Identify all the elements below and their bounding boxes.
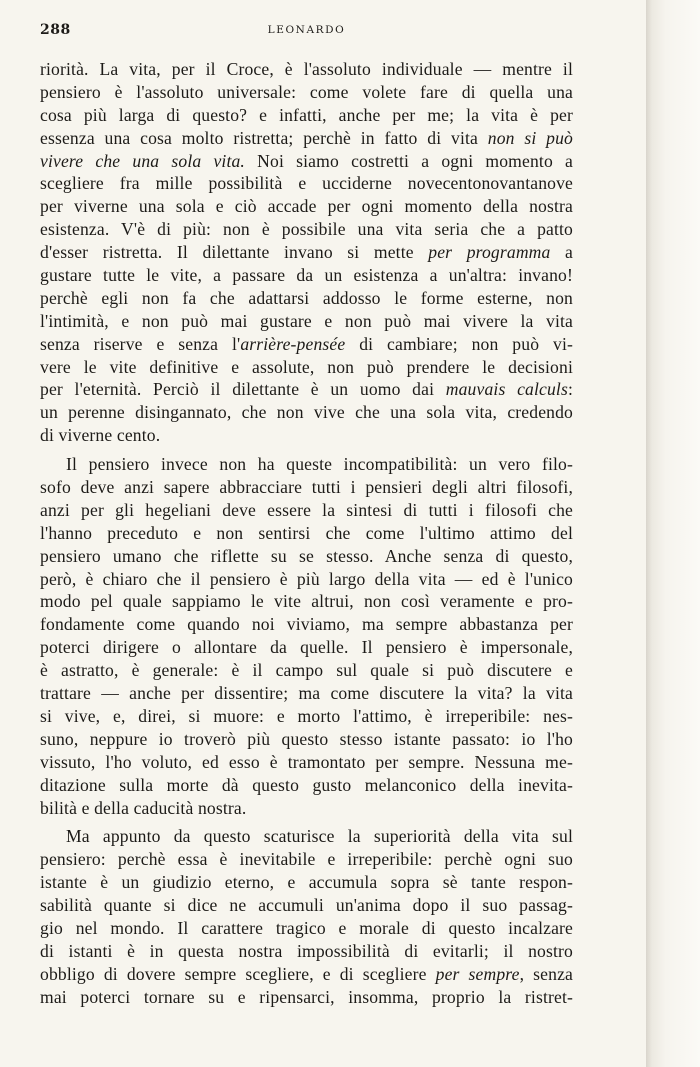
- text-line: [40, 545, 573, 568]
- text-run: sabilità quante si dice ne accumuli un'anima dopo il suo passag-: [40, 895, 573, 916]
- italic-run: arrière-pensée: [240, 333, 346, 354]
- text-line: [40, 499, 573, 522]
- text-run: per l'eternità. Perciò il dilettante è un uomo dai: [40, 379, 446, 400]
- italic-run: per sempre: [435, 963, 520, 984]
- text-run: di viverne cento.: [40, 425, 161, 446]
- text-run: , senza: [519, 963, 573, 984]
- text-line: [40, 659, 573, 682]
- text-line: [40, 636, 573, 659]
- text-line: [40, 195, 573, 218]
- text-run: gio nel mondo. Il carattere tragico e morale di questo incalzare: [40, 917, 573, 938]
- text-line: [40, 940, 573, 963]
- text-line: [40, 356, 573, 379]
- italic-run: non si può: [487, 127, 573, 148]
- text-run: gustare tutte le vite, a passare da un esistenza a un'altra: invano!: [40, 265, 573, 286]
- text-line: [40, 774, 573, 797]
- text-run: obbligo di dovere sempre scegliere, e di scegliere: [40, 963, 436, 984]
- text-run: è astratto, è generale: è il campo sul quale si può discutere e: [40, 660, 573, 681]
- text-run: l'hanno preceduto e non sentirsi che come l'ultimo attimo del: [40, 522, 573, 543]
- text-run: perchè egli non fa che adattarsi addosso le forme esterne, non: [40, 287, 573, 308]
- text-run: vere le vite definitive e assolute, non può prendere le decisioni: [40, 356, 573, 377]
- text-line: [40, 453, 573, 476]
- text-line: [40, 728, 573, 751]
- text-run: trattare — anche per dissentire; ma come discutere la vita? la vita: [40, 683, 573, 704]
- text-run: esistenza. V'è di più: non è possibile una vita seria che a patto: [40, 219, 573, 240]
- running-head: LEONARDO: [267, 24, 346, 36]
- text-line: [40, 264, 573, 287]
- italic-run: vivere che una sola vita.: [40, 150, 245, 171]
- text-run: anzi per gli hegeliani deve essere la sintesi di tutti i filosofi che: [40, 499, 573, 520]
- text-run: mai poterci tornare su e ripensarci, insomma, proprio la ristret-: [40, 986, 573, 1007]
- text-line: [40, 127, 573, 150]
- text-line: [40, 682, 573, 705]
- text-line: [40, 401, 573, 424]
- italic-run: per programma: [428, 242, 551, 263]
- text-run: riorità. La vita, per il Croce, è l'assoluto individuale — mentre il: [40, 59, 573, 79]
- text-line: [40, 986, 573, 1009]
- text-line: [40, 104, 573, 127]
- text-run: Ma appunto da questo scaturisce la superiorità della vita sul: [66, 826, 573, 847]
- text-run: d'esser ristretta. Il dilettante invano si mette: [40, 242, 429, 263]
- text-line: [40, 871, 573, 894]
- text-run: suno, neppure io troverò più questo stesso istante passato: io l'ho: [40, 728, 573, 749]
- text-line: [40, 424, 573, 447]
- text-line: [40, 218, 573, 241]
- text-run: essenza una cosa molto ristretta; perchè in fatto di vita: [40, 127, 488, 148]
- text-run: per viverne una sola e ciò accade per ogni momento della nostra: [40, 196, 573, 217]
- text-run: pensiero è l'assoluto universale: come volete fare di quella una: [40, 81, 573, 102]
- text-run: bilità e della caducità nostra.: [40, 797, 247, 818]
- text-run: fondamente come quando noi viviamo, ma sempre abbastanza per: [40, 614, 573, 635]
- text-run: istante è un giudizio eterno, e accumula sopra sè tante respon-: [40, 872, 573, 893]
- text-line: [40, 150, 573, 173]
- text-run: senza riserve e senza l': [40, 333, 241, 354]
- text-line: [40, 963, 573, 986]
- text-run: a: [550, 242, 573, 263]
- text-line: [40, 797, 573, 820]
- page-header: [40, 22, 573, 38]
- text-line: [40, 705, 573, 728]
- text-run: un perenne disingannato, che non vive che una sola vita, credendo: [40, 402, 573, 423]
- text-run: di cambiare; non può vi-: [345, 333, 573, 354]
- text-run: vissuto, l'ho voluto, ed esso è tramontato per sempre. Nessuna me-: [40, 751, 573, 772]
- text-run: si vive, e, direi, si muore: e morto l'attimo, è irreperibile: nes-: [40, 705, 573, 726]
- page-edge: [646, 0, 700, 1067]
- text-line: [40, 848, 573, 871]
- text-line: [40, 751, 573, 774]
- text-line: [40, 590, 573, 613]
- text-run: l'intimità, e non può mai gustare e non può mai vivere la vita: [40, 310, 573, 331]
- text-run: Noi siamo costretti a ogni momento a: [245, 150, 573, 171]
- text-line: [40, 522, 573, 545]
- text-line: [40, 172, 573, 195]
- text-line: [40, 81, 573, 104]
- text-run: sofo deve anzi sapere abbracciare tutti i pensieri degli altri filosofi,: [40, 477, 573, 498]
- text-line: [40, 613, 573, 636]
- text-run: pensiero: perchè essa è inevitabile e irreperibile: perchè ogni suo: [40, 849, 573, 870]
- text-run: modo pel quale sappiamo le vite altrui, non così veramente e pro-: [40, 591, 573, 612]
- text-run: di istanti è in questa nostra impossibilità di evitarli; il nostro: [40, 940, 573, 961]
- text-run: Il pensiero invece non ha queste incompatibilità: un vero filo-: [66, 454, 573, 475]
- text-line: [40, 58, 573, 81]
- text-line: [40, 333, 573, 356]
- text-line: [40, 287, 573, 310]
- text-line: [40, 476, 573, 499]
- text-line: [40, 241, 573, 264]
- text-run: però, è chiaro che il pensiero è più largo della vita — ed è l'unico: [40, 568, 573, 589]
- text-line: [40, 378, 573, 401]
- italic-run: mauvais calculs: [445, 379, 568, 400]
- text-line: [40, 917, 573, 940]
- text-run: pensiero umano che riflette su se stesso. Anche senza di questo,: [40, 545, 573, 566]
- text-run: scegliere fra mille possibilità e ucciderne novecentonovantanove: [40, 173, 573, 194]
- text-line: [40, 825, 573, 848]
- text-line: [40, 568, 573, 591]
- text-line: [40, 894, 573, 917]
- body-text: [40, 58, 573, 1009]
- text-run: cosa più larga di questo? e infatti, anche per me; la vita è per: [40, 104, 573, 125]
- text-line: [40, 310, 573, 333]
- text-run: poterci dirigere o allontare da quelle. Il pensiero è impersonale,: [40, 637, 573, 658]
- text-run: ditazione sulla morte dà questo gusto melanconico della inevita-: [40, 774, 573, 795]
- page-number: 288: [40, 22, 71, 38]
- text-run: :: [567, 379, 573, 400]
